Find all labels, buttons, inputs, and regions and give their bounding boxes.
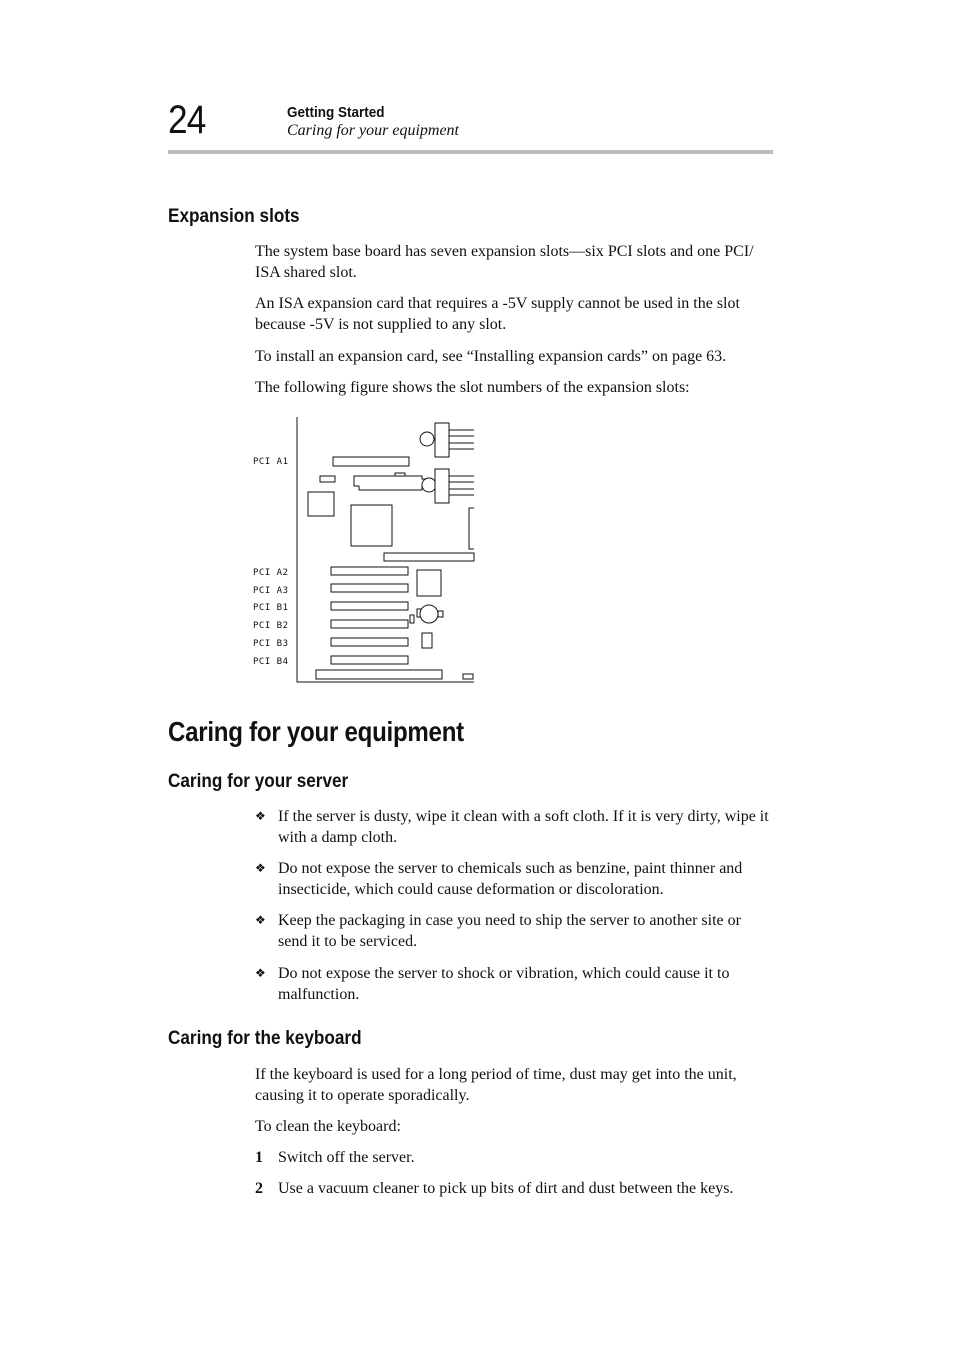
jumper [422, 633, 432, 648]
header-rule [168, 150, 773, 154]
heading-caring-keyboard: Caring for the keyboard [168, 1027, 362, 1049]
page-number: 24 [168, 98, 206, 142]
label-pci-a2: PCI A2 [253, 568, 289, 578]
connector-header [354, 476, 426, 490]
power-connector-2 [435, 469, 449, 503]
power-connector-1-pins [449, 430, 474, 449]
slot-a3 [331, 584, 408, 592]
slot-b1 [331, 602, 408, 610]
paragraph-expansion-1: The system base board has seven expansion slots—six PCI slots and one PCI/ ISA shared slot. [255, 243, 754, 281]
running-header-section: Caring for your equipment [287, 122, 459, 139]
paragraph-keyboard-intro: If the keyboard is used for a long period of time, dust may get into the unit, causing it to operate sporadically. [255, 1066, 737, 1104]
heading-caring-server: Caring for your server [168, 770, 349, 792]
step-number: 1 [255, 1149, 263, 1166]
slot-a2 [331, 567, 408, 575]
cpu-socket [351, 505, 392, 546]
paragraph-expansion-4: The following figure shows the slot numbers of the expansion slots: [255, 379, 690, 396]
chip-controller [417, 570, 441, 596]
slot-b3 [331, 638, 408, 646]
bullet-text: Do not expose the server to shock or vibration, which could cause it to malfunction. [278, 965, 730, 1003]
step-text: Use a vacuum cleaner to pick up bits of dirt and dust between the keys. [278, 1180, 734, 1197]
component-small [320, 476, 335, 482]
slot-a1 [333, 457, 409, 466]
step-text: Switch off the server. [278, 1149, 415, 1166]
slot-b4 [331, 656, 408, 664]
slot-isa [316, 670, 442, 679]
paragraph-keyboard-lead: To clean the keyboard: [255, 1118, 401, 1135]
memory-slot [384, 553, 474, 561]
heading-caring-equipment: Caring for your equipment [168, 716, 464, 747]
connector-pin [395, 473, 405, 476]
slot-b2 [331, 620, 408, 628]
memory-socket-edge [469, 508, 474, 549]
label-pci-b3: PCI B3 [253, 639, 289, 649]
battery-icon [420, 605, 438, 623]
power-connector-1 [435, 423, 449, 457]
label-pci-a3: PCI A3 [253, 586, 289, 596]
paragraph-expansion-2: An ISA expansion card that requires a -5V supply cannot be used in the slot because -5V is not supplied to any slot. [255, 295, 740, 333]
bullet-diamond-icon: ❖ [255, 966, 266, 980]
label-pci-b2: PCI B2 [253, 621, 289, 631]
bullet-diamond-icon: ❖ [255, 861, 266, 875]
label-pci-a1: PCI A1 [253, 457, 289, 467]
running-header-chapter: Getting Started [287, 104, 385, 121]
bullet-diamond-icon: ❖ [255, 809, 266, 823]
chip-square [308, 492, 334, 516]
label-pci-b1: PCI B1 [253, 603, 289, 613]
component-tiny [463, 674, 473, 679]
round-component-mid [422, 478, 436, 492]
round-component-top [420, 432, 434, 446]
power-connector-2-pins [449, 476, 474, 495]
paragraph-expansion-3: To install an expansion card, see “Installing expansion cards” on page 63. [255, 348, 727, 365]
expansion-slot-diagram [250, 412, 480, 687]
component-pin [410, 615, 414, 623]
label-pci-b4: PCI B4 [253, 657, 289, 667]
heading-expansion-slots: Expansion slots [168, 205, 300, 227]
bullet-diamond-icon: ❖ [255, 913, 266, 927]
step-number: 2 [255, 1180, 263, 1197]
bullet-text: If the server is dusty, wipe it clean with a soft cloth. If it is very dirty, wipe it with a damp cloth. [278, 808, 769, 846]
component-pin-3 [438, 611, 443, 617]
bullet-text: Do not expose the server to chemicals such as benzine, paint thinner and insecticide, which could cause deformation or discoloration. [278, 860, 743, 898]
bullet-text: Keep the packaging in case you need to ship the server to another site or send it to be serviced. [278, 912, 741, 950]
